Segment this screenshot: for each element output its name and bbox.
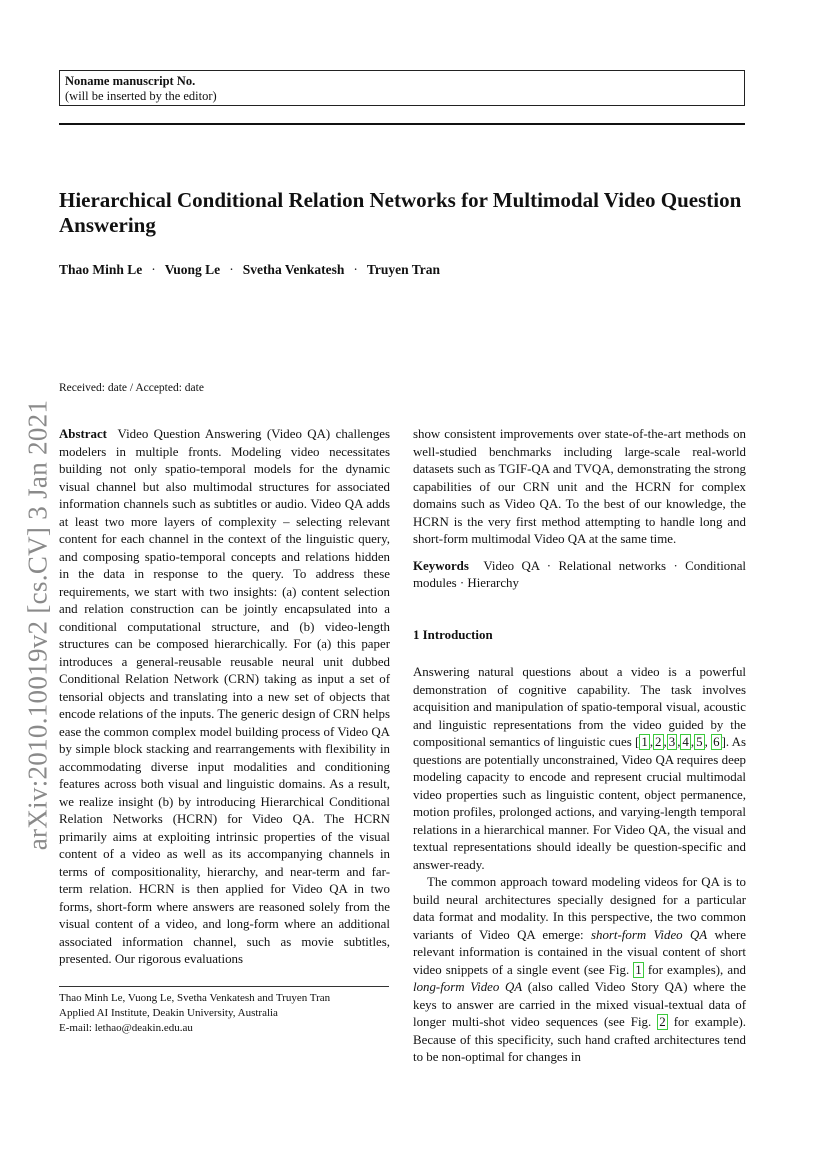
abstract-text: Video Question Answering (Video QA) challenges modelers in multiple fronts. Modeling video necessitates building not only spatio-temporal models for the dynamic visual channel but also multimodal structures for associated information channels such as subtitles or audio. Video QA adds at least two more layers of complexity – selecting relevant content for each channel in the context of the linguistic query, and composing spatio-temporal concepts and relations hidden in the data in response to the query. To address these requirements, we start with two insights: (a) content selection and relation construction can be jointly encapsulated into a conditional computational structure, and (b) video-length structures can be composed hierarchically. For (a) this paper introduces a general-reusable reusable neural unit dubbed Conditional Relation Network (CRN) taking as input a set of tensorial objects and translating into a new set of objects that encode relations of the inputs. The generic design of CRN helps ease the common complex model building process of Video QA by simple block stacking and rearrangements with flexibility in accommodating diverse input modalities and conditioning features across both visual and linguistic domains. As a result, we realize insight (b) by introducing Hierarchical Conditional Relation Networks (HCRN) for Video QA. The HCRN primarily aims at exploiting intrinsic properties of the visual content of a video as well as its accompanying channels in terms of compositionality, hierarchy, and near-term and far-term relation. HCRN is then applied for Video QA in two forms, short-form where answers are reasoned solely from the visual content of a video, and long-form where an additional associated information channel, such as movie subtitles, presented. Our rigorous evaluations: [59, 427, 391, 966]
citation-link[interactable]: 6: [713, 735, 720, 749]
author-separator: ·: [151, 262, 156, 277]
intro-paragraph-2: [413, 874, 746, 1067]
emphasis-term: long-form Video QA: [413, 980, 523, 994]
editor-note: (will be inserted by the editor): [65, 89, 217, 103]
intro-text: (also called Video Story QA) where the keys to answer are carried in the mixed visual-textual data of longer multi-shot video sequences (see Fig.: [413, 980, 746, 1029]
footnote-rule: [59, 986, 389, 987]
manuscript-number: Noname manuscript No.: [65, 74, 196, 88]
emphasis-term: short-form Video QA: [591, 927, 708, 942]
section-heading: 1 Introduction: [413, 627, 493, 642]
footnote: [59, 991, 390, 1036]
abstract: [59, 426, 390, 969]
received-date: Received: date / Accepted: date: [59, 382, 204, 394]
citation-link[interactable]: 5: [696, 735, 703, 749]
author-separator: ·: [229, 262, 234, 277]
abstract-label: Abstract: [59, 427, 107, 441]
intro-text: Answering natural questions about a video is a powerful demonstration of cognitive capability. The task involves acquisition and manipulation of spatio-temporal visual, acoustic and linguistic representations from the video guided by the compositional semantics of linguistic cues [: [413, 665, 746, 749]
author-name: Thao Minh Le: [59, 262, 143, 277]
intro-text: where relevant information is contained in the visual content of short video snippets of a single event (see Fig.: [413, 927, 746, 977]
footnote-affiliation: Applied AI Institute, Deakin University, Australia: [59, 1007, 278, 1019]
editor-note-box: [59, 70, 745, 106]
left-column: [59, 426, 390, 969]
keywords: [413, 558, 746, 593]
author-name: Svetha Venkatesh: [242, 262, 345, 277]
author-name: Vuong Le: [164, 262, 221, 277]
figure-link[interactable]: 1: [635, 962, 642, 977]
intro-text: for examples), and: [643, 962, 746, 977]
citation-link[interactable]: 1: [641, 735, 648, 749]
citation-link[interactable]: 3: [668, 735, 676, 749]
intro-text: The common approach toward modeling videos for QA is to build neural architectures specially designed for a particular data format and modality. In this perspective, the two common variants of Video QA emerge:: [413, 875, 746, 942]
abstract-continuation: show consistent improvements over state-of-the-art methods on well-studied benchmarks including large-scale real-world datasets such as TGIF-QA and TVQA, demonstrating the strong capabilities of our CRN unit and the HCRN for complex domains such as Video QA. To the best of our knowledge, the HCRN is the very first method attempting to handle long and short-form multimodal Video QA at the same time.: [413, 427, 746, 546]
intro-text: ]. As questions are potentially unconstrained, Video QA requires deep modeling capacity to encode and represent crucial multimodal video properties such as linguistic content, object permanence, motion profiles, prolonged actions, and varying-length temporal relations in a hierarchical manner. For Video QA, the visual and textual representations should ideally be question-specific and answer-ready.: [413, 735, 747, 872]
footnote-email: E-mail: lethao@deakin.edu.au: [59, 1022, 193, 1034]
keywords-text: Video QA · Relational networks · Conditional modules · Hierarchy: [413, 558, 746, 590]
footnote-authors: Thao Minh Le, Vuong Le, Svetha Venkatesh and Truyen Tran: [59, 992, 331, 1004]
figure-link[interactable]: 2: [659, 1015, 666, 1029]
intro-paragraph-1: Answering natural questions about a video is a powerful demonstration of cognitive capability. The task involves acquisition and manipulation of spatio-temporal visual, acoustic and linguistic representations from the video guided by the compositional semantics of linguistic cues [ 1 , 2 , 3 , 4 , 5 , 6 ]. As questions are potentially unconstrained, Video QA requires deep modeling capacity to encode and represent crucial multimodal video properties such as linguistic content, object permanence, motion profiles, prolonged actions, and varying-length temporal relations in a hierarchical manner. For Video QA, the visual and textual representations should ideally be question-specific and answer-ready.: [413, 665, 747, 872]
author-name: Truyen Tran: [366, 262, 440, 277]
paper-title: Hierarchical Conditional Relation Networks for Multimodal Video Question Answering: [59, 188, 742, 237]
arxiv-stamp: arXiv:2010.10019v2 [cs.CV] 3 Jan 2021: [22, 399, 53, 851]
keywords-label: Keywords: [413, 558, 469, 573]
author-list: [59, 262, 440, 278]
author-separator: ·: [353, 262, 358, 277]
header-rule: [59, 123, 745, 125]
right-column: [413, 426, 746, 1067]
intro-text: for example). Because of this specificity, such hand crafted architectures tend to be non-optimal for changes in: [413, 1015, 746, 1064]
citation-link[interactable]: 4: [682, 735, 689, 749]
citation-link[interactable]: 2: [655, 735, 662, 749]
